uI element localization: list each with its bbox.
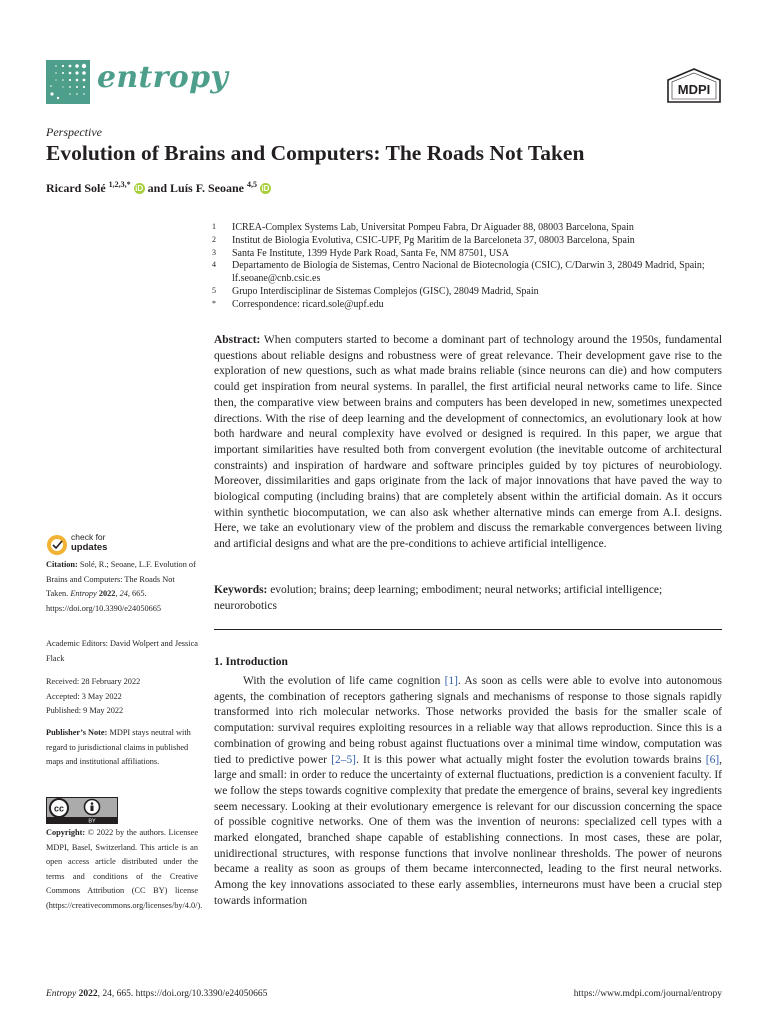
citation-link[interactable]: [1] [444,675,458,687]
citation-link[interactable]: [6] [705,753,720,766]
published-date: Published: 9 May 2022 [46,706,124,715]
cc-by-text: BY [88,818,96,824]
affiliation-text: Santa Fe Institute, 1399 Hyde Park Road, Santa Fe, NM 87501, USA [232,247,509,259]
footer-journal-url[interactable]: https://www.mdpi.com/journal/entropy [573,989,722,999]
publisher-note [46,726,198,770]
copyright-notice [46,826,203,913]
orcid-icon[interactable]: iD [261,184,270,193]
check-updates-label: check for [71,532,106,542]
paragraph-text: With the evolution of life came cognition [243,675,445,687]
affiliation-text: Correspondence: ricard.sole@upf.edu [232,298,384,310]
check-updates-label-bold: updates [71,542,108,553]
citation-volume: 24 [119,589,128,598]
keywords [214,583,722,614]
introduction-body [214,674,722,910]
affiliation-number: 3 [212,247,216,257]
publisher-note-text: MDPI stays neutral with regard to jurisdictional claims in published maps and institutional affiliations. [46,728,191,766]
author-list [46,180,271,196]
accepted-date: Accepted: 3 May 2022 [46,691,122,701]
received-date: Received: 28 February 2022 [46,677,141,686]
author-affiliation-marks: 1,2,3,* [108,180,131,189]
svg-text:cc: cc [53,803,65,814]
paragraph-text: . As soon as cells were able to evolve into autonomous agents, the combination of receptors gathering signals and mechanisms of response to those signals rapidly transformed into rich molecular networks. Those networks provided the basis for the smaller scale of computation: survival requires exploiting resources in a reliable way that allows reproduction. Since this is a combination of growing and being robust against fluctuations over a minimal time window, computation was tied to predictive power [214,675,722,766]
author-name: Ricard Solé [46,181,106,195]
article-title: Evolution of Brains and Computers: The Roads Not Taken [46,141,585,165]
abstract-label: Abstract: [214,334,261,346]
check-updates-icon [46,534,68,556]
section-divider [214,629,722,630]
affiliation-text: Grupo Interdisciplinar de Sistemas Complejos (GISC), 28049 Madrid, Spain [232,285,539,297]
author-conjunction: and [147,181,168,195]
paragraph-text: , large and small: in order to reduce the uncertainty of external fluctuations, prediction is a convenient faculty. If we follow the steps towards cognitive complexity that predate the emergence of brains, several key ingredients seem necessary. Looking at their evolutionary emergence is relevant for our discussion concerning the space of possible cognitive networks. One of them was the invention of neurons: specialized cell types with a marked elongated, branched shape capable of establishing connections. In most cases, these are polar, unidirectional structures, with response functions that involve nonlinear thresholds. The power of neurons became a reality as soon as groups of them became interconnected, leading to the first neural networks. Among the key innovations associated to these early assemblies, interneurons must have been a crucial step towards information [214,753,722,907]
orcid-icon[interactable]: iD [135,184,144,193]
affiliation-number: 5 [212,285,216,295]
author-affiliation-marks: 4,5 [246,180,257,189]
journal-name: entropy [97,60,229,95]
citation-block: Citation: Solé, R.; Seoane, L.F. Evolution of Brains and Computers: The Roads Not Taken. Entropy 2022, 24, 665. https://doi.org/10.3390/e24050665 [46,560,196,613]
affiliation-number: * [212,298,216,308]
affiliation-item [212,299,712,312]
publication-dates [46,675,198,719]
article-type: Perspective [46,125,102,139]
copyright-text: © 2022 by the authors. Licensee MDPI, Basel, Switzerland. This article is an open access article distributed under the terms and conditions of the Creative Commons Attribution (CC BY) license (https://creativecommons.org/licenses/by/4.0/). [46,828,203,910]
affiliation-list [212,222,712,312]
abstract-text: When computers started to become a dominant part of technology around the 1950s, fundamental questions about reliable designs and robustness were of great relevance. Their development gave rise to the exploration of new questions, such as what made brains reliable (since neurons can die) and how computers could get inspiration from neural systems. In parallel, the first artificial neural networks came to life. Since then, the comparative view between brains and computers has been developed in new, sometimes unexpected directions. With the rise of deep learning and the development of connectomics, an evolutionary look at how both hardware and neural complexity have evolved or designed is required. In this paper, we argue that important similarities have resulted both from convergent evolution (the inevitable outcome of architectural constraints) and inspiration of hardware and software principles guided by toy pictures of neurobiology. Moreover, dissimilarities and gaps originate from the lack of major innovations that have paved the way to biological computing (including brains) that are completely absent within the artificial domain. As it occurs within synthetic biocomputation, we can also ask whether alternative minds can emerge from A.I. designs. Here, we take an evolutionary view of the problem and discuss the remarkable convergences between living and artificial designs and what are the pre-conditions to achieve artificial intelligence. [214,334,722,551]
affiliation-number: 4 [212,260,216,270]
affiliation-item [212,222,712,235]
affiliation-item [212,286,712,299]
cc-by-license-icon[interactable] [46,797,118,824]
copyright-label: Copyright: [46,828,86,837]
affiliation-text: ICREA-Complex Systems Lab, Universitat Pompeu Fabra, Dr Aiguader 88, 08003 Barcelona, Spain [232,222,634,233]
introduction-paragraph [214,674,722,910]
publisher-note-label: Publisher’s Note: [46,728,108,737]
citation-year: 2022 [98,589,116,598]
mdpi-logo-text: MDPI [677,82,711,97]
citation-journal: Entropy [70,589,97,598]
affiliation-item [212,235,712,248]
affiliation-text: Departamento de Biología de Sistemas, Centro Nacional de Biotecnología (CSIC), C/Darwin 3, 28049 Madrid, Spain; lf.seoane@cnb.csic.es [232,260,705,285]
citation-text: Solé, R.; Seoane, L.F. Evolution of Brains and Computers: The Roads Not Taken. [46,560,196,598]
keywords-label: Keywords: [214,584,268,596]
paragraph-text: . It is this power what actually might foster the evolution towards brains [355,753,706,766]
footer-journal: Entropy [46,989,77,999]
affiliation-text: Institut de Biologia Evolutiva, CSIC-UPF, Pg Maritim de la Barceloneta 37, 08003 Barcelona, Spain [232,234,635,246]
affiliation-number: 1 [212,222,216,231]
citation-label: Citation: [46,560,78,569]
affiliation-number: 2 [212,234,216,244]
affiliation-item [212,260,712,286]
check-for-updates-badge[interactable] [46,532,166,560]
citation-link[interactable]: [2–5] [331,753,356,766]
author-name: Luís F. Seoane [170,181,244,195]
keywords-text: evolution; brains; deep learning; embodiment; neural networks; artificial intelligence; neurorobotics [214,584,663,612]
footer-doi[interactable]: , 24, 665. https://doi.org/10.3390/e24050665 [97,989,268,999]
abstract [214,333,722,553]
section-heading: 1. Introduction [214,656,288,668]
footer-citation [46,989,267,999]
citation-doi[interactable]: , 665. https://doi.org/10.3390/e24050665 [46,589,162,613]
affiliation-item [212,248,712,261]
entropy-logo-icon [46,60,90,104]
footer-year: 2022 [78,989,98,999]
academic-editors: Academic Editors: David Wolpert and Jessica Flack [46,639,198,663]
